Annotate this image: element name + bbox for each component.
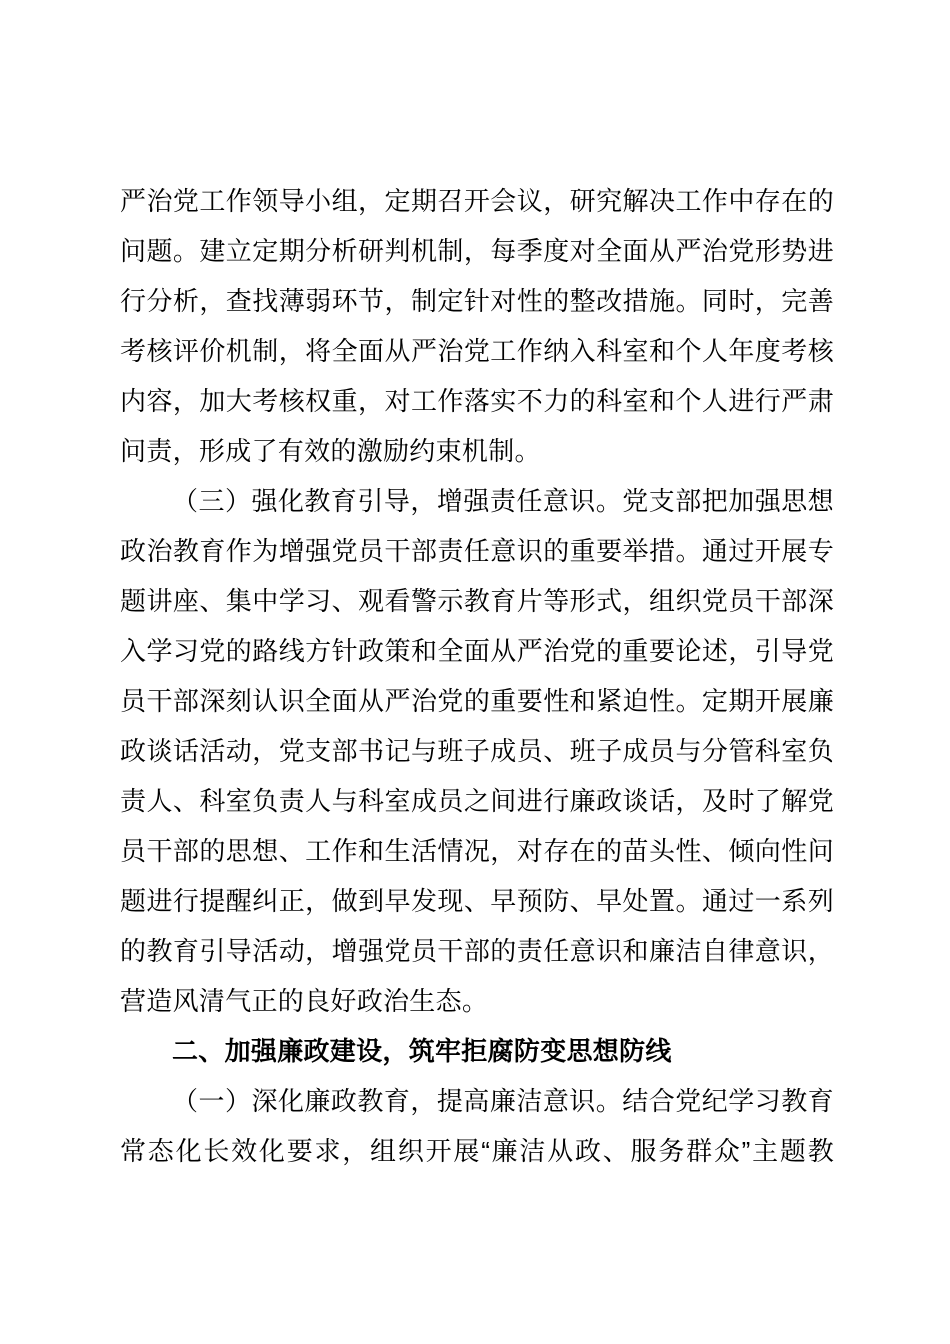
- text-line: 考核评价机制，将全面从严治党工作纳入科室和个人年度考核: [120, 336, 834, 366]
- paragraph-start-line: （三）强化教育引导，增强责任意识。党支部把加强思想: [172, 486, 834, 516]
- text-line: 题进行提醒纠正，做到早发现、早预防、早处置。通过一系列: [120, 886, 834, 916]
- paragraph-end-line: 问责，形成了有效的激励约束机制。: [120, 436, 541, 466]
- document-text-block: [120, 176, 834, 1176]
- text-line: 严治党工作领导小组，定期召开会议，研究解决工作中存在的: [120, 186, 834, 216]
- text-line: 员干部的思想、工作和生活情况，对存在的苗头性、倾向性问: [120, 836, 834, 866]
- section-heading: 二、加强廉政建设，筑牢拒腐防变思想防线: [172, 1036, 672, 1066]
- text-line: 内容，加大考核权重，对工作落实不力的科室和个人进行严肃: [120, 386, 834, 416]
- text-line: 政谈话活动，党支部书记与班子成员、班子成员与分管科室负: [120, 736, 834, 766]
- text-line: 行分析，查找薄弱环节，制定针对性的整改措施。同时，完善: [120, 286, 834, 316]
- text-line: 责人、科室负责人与科室成员之间进行廉政谈话，及时了解党: [120, 786, 834, 816]
- text-line: 员干部深刻认识全面从严治党的重要性和紧迫性。定期开展廉: [120, 686, 834, 716]
- paragraph-start-line: （一）深化廉政教育，提高廉洁意识。结合党纪学习教育: [172, 1086, 834, 1116]
- text-line: 的教育引导活动，增强党员干部的责任意识和廉洁自律意识，: [120, 936, 834, 966]
- text-line: 政治教育作为增强党员干部责任意识的重要举措。通过开展专: [120, 536, 834, 566]
- text-line: 入学习党的路线方针政策和全面从严治党的重要论述，引导党: [120, 636, 834, 666]
- paragraph-end-line: 营造风清气正的良好政治生态。: [120, 986, 489, 1016]
- text-line: 常态化长效化要求，组织开展“廉洁从政、服务群众”主题教: [120, 1136, 834, 1166]
- text-line: 问题。建立定期分析研判机制，每季度对全面从严治党形势进: [120, 236, 834, 266]
- text-line: 题讲座、集中学习、观看警示教育片等形式，组织党员干部深: [120, 586, 834, 616]
